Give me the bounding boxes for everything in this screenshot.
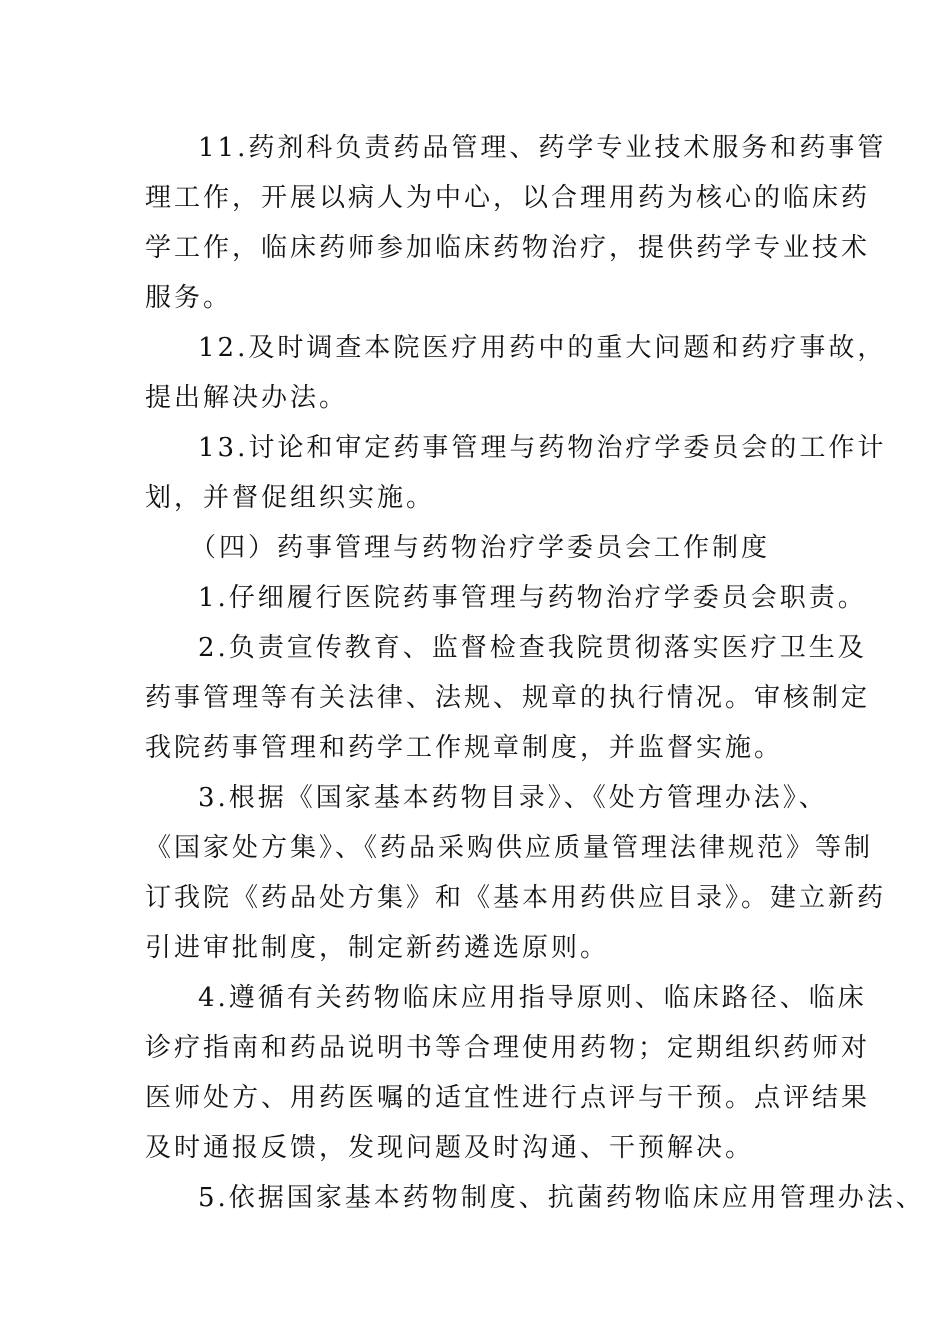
text-line: 12.及时调查本院医疗用药中的重大问题和药疗事故， (198, 333, 887, 363)
text-line: 划，并督促组织实施。 (145, 483, 436, 513)
text-line: 《国家处方集》、《药品采购供应质量管理法律规范》等制 (145, 833, 874, 863)
text-line: 诊疗指南和药品说明书等合理使用药物；定期组织药师对 (145, 1033, 871, 1063)
text-line: 我院药事管理和药学工作规章制度，并监督实施。 (145, 733, 784, 763)
text-line: 13.讨论和审定药事管理与药物治疗学委员会的工作计 (198, 433, 887, 463)
text-line: 服务。 (145, 283, 233, 313)
text-line: 引进审批制度，制定新药遴选原则。 (145, 933, 610, 963)
text-line: 3.根据《国家基本药物目录》、《处方管理办法》、 (198, 783, 828, 813)
text-line: 及时通报反馈，发现问题及时沟通、干预解决。 (145, 1133, 755, 1163)
section-heading: （四）药事管理与药物治疗学委员会工作制度 (190, 533, 771, 563)
text-line: 11.药剂科负责药品管理、药学专业技术服务和药事管 (198, 133, 887, 163)
text-line: 学工作，临床药师参加临床药物治疗，提供药学专业技术 (145, 233, 871, 263)
text-line: 2.负责宣传教育、监督检查我院贯彻落实医疗卫生及 (198, 633, 867, 663)
text-line: 5.依据国家基本药物制度、抗菌药物临床应用管理办法、 (198, 1183, 925, 1213)
text-line: 药事管理等有关法律、法规、规章的执行情况。审核制定 (145, 683, 871, 713)
text-line: 4.遵循有关药物临床应用指导原则、临床路径、临床 (198, 983, 867, 1013)
text-line: 提出解决办法。 (145, 383, 349, 413)
text-line: 1.仔细履行医院药事管理与药物治疗学委员会职责。 (198, 583, 867, 613)
text-line: 理工作，开展以病人为中心，以合理用药为核心的临床药 (145, 183, 871, 213)
text-line: 订我院《药品处方集》和《基本用药供应目录》。建立新药 (145, 883, 887, 913)
text-line: 医师处方、用药医嘱的适宜性进行点评与干预。点评结果 (145, 1083, 871, 1113)
